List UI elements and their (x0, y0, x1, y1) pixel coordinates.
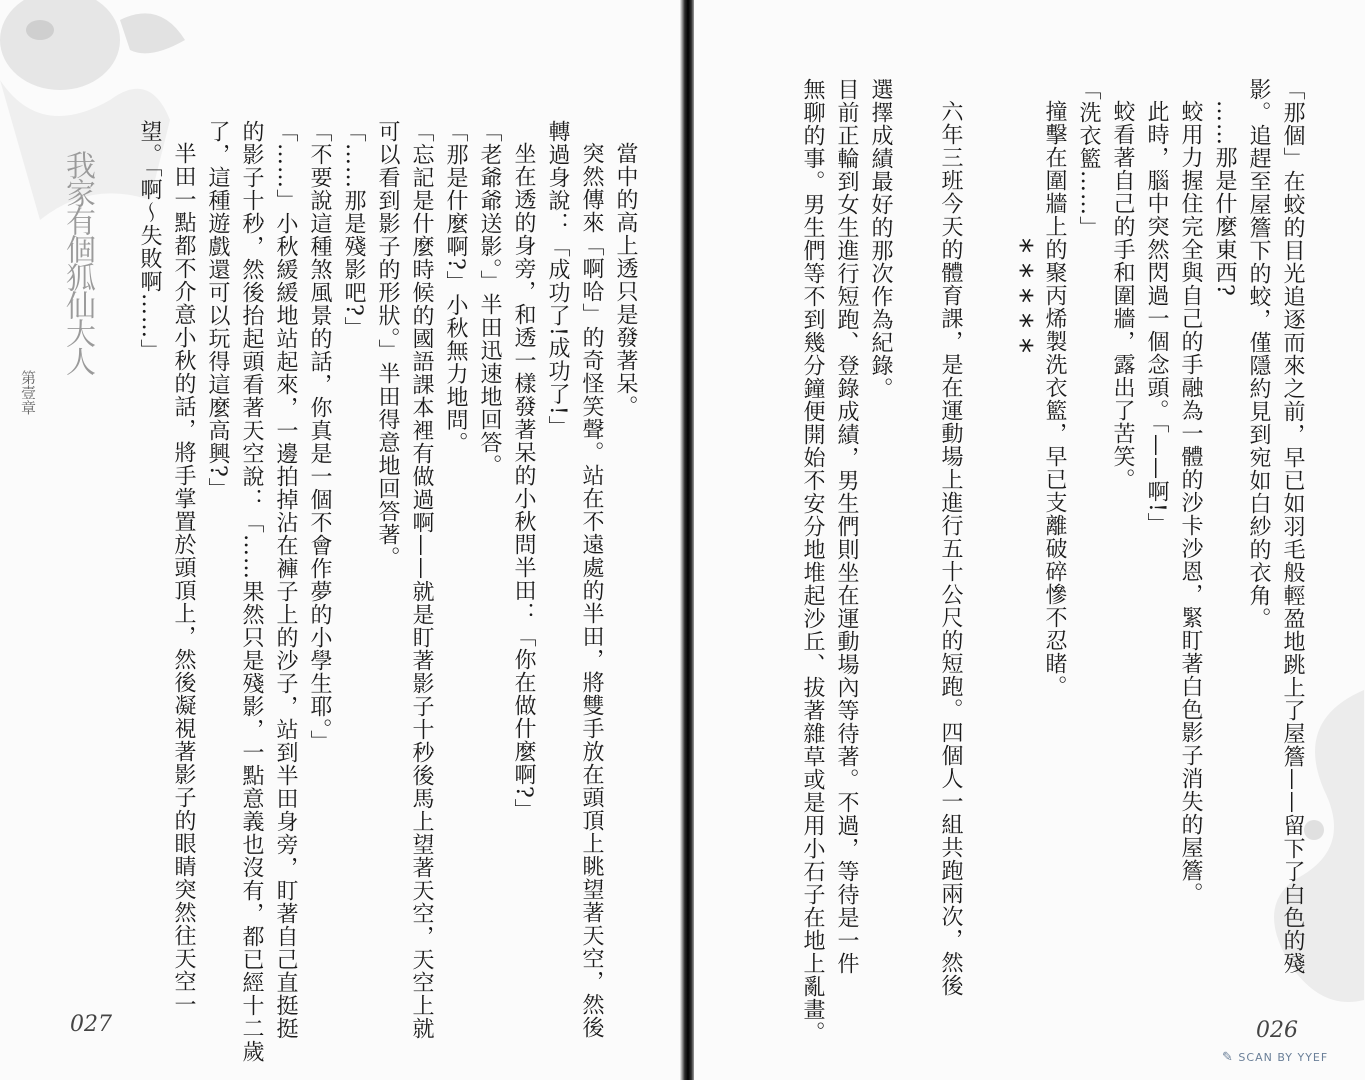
text-column: 轉過身說：「成功了!成功了!」 (545, 120, 570, 439)
text-column: 「……」小秋緩緩地站起來，一邊拍掉沾在褲子上的沙子，站到半田身旁，盯著自己直挺挺 (273, 120, 298, 1040)
page-number: 027 (70, 1012, 112, 1037)
scan-credit-text: SCAN BY YYEF (1238, 1051, 1329, 1064)
text-column: 撞擊在圍牆上的聚丙烯製洗衣籃，早已支離破碎慘不忍睹。 (1042, 100, 1067, 698)
left-page (0, 0, 682, 1080)
section-break: ***** (1003, 238, 1038, 363)
left-page-text (132, 120, 642, 1063)
text-column: 「……那是殘影吧?」 (341, 120, 366, 340)
text-column: 此時，腦中突然閃過一個念頭。「——啊!」 (1144, 100, 1169, 536)
header-logo: 我家有個狐仙大人 (60, 150, 95, 374)
right-page (694, 0, 1365, 1080)
text-column: 蛟用力握住完全與自己的手融為一體的沙卡沙恩，緊盯著白色影子消失的屋簷。 (1178, 100, 1203, 905)
text-column: ……那是什麼東西? (1212, 100, 1237, 297)
text-column: 選擇成績最好的那次作為紀錄。 (868, 78, 893, 400)
text-column: 六年三班今天的體育課，是在運動場上進行五十公尺的短跑。四個人一組共跑兩次，然後 (938, 100, 963, 997)
text-column: 當中的高上透只是發著呆。 (613, 142, 638, 418)
text-column: 「忘記是什麼時候的國語課本裡有做過啊——就是盯著影子十秒後馬上望著天空，天空上就 (409, 120, 434, 1040)
text-column: 「那個」在蛟的目光追逐而來之前，早已如羽毛般輕盈地跳上了屋簷——留下了白色的殘 (1280, 78, 1305, 975)
scan-credit (1222, 1050, 1328, 1065)
text-column: 無聊的事。男生們等不到幾分鐘便開始不安分地堆起沙丘、拔著雜草或是用小石子在地上亂畫。 (800, 78, 825, 1044)
text-column: 的影子十秒，然後抬起頭看著天空說：「……果然只是殘影，一點意義也沒有，都已經十二歲 (239, 120, 264, 1063)
text-column: 半田一點都不介意小秋的話，將手掌置於頭頂上，然後凝視著影子的眼睛突然往天空一 (171, 142, 196, 1016)
chapter-label: 第壹章 (19, 370, 37, 415)
pen-icon: ✎ (1222, 1050, 1234, 1065)
text-column: 了，這種遊戲還可以玩得這麼高興?」 (205, 120, 230, 501)
text-column: 突然傳來「啊哈」的奇怪笑聲。站在不遠處的半田，將雙手放在頭頂上眺望著天空，然後 (579, 142, 604, 1039)
page-number: 026 (1256, 1018, 1298, 1043)
text-column: 目前正輪到女生進行短跑、登錄成績，男生們則坐在運動場內等待著。不過，等待是一件 (834, 78, 859, 975)
text-column: 蛟看著自己的手和圍牆，露出了苦笑。 (1110, 100, 1135, 491)
text-column: 「老爺爺送影。」半田迅速地回答。 (477, 120, 502, 477)
text-column: 影。追趕至屋簷下的蛟，僅隱約見到宛如白紗的衣角。 (1246, 78, 1271, 630)
text-column: 坐在透的身旁，和透一樣發著呆的小秋問半田：「你在做什麼啊?」 (511, 142, 536, 822)
text-column: 望。「啊～失敗啊……」 (137, 120, 162, 362)
text-column: 可以看到影子的形狀。」半田得意地回答著。 (375, 120, 400, 569)
text-column: 「那是什麼啊?」小秋無力地問。 (443, 120, 468, 455)
text-column: 「洗衣籃……」 (1076, 78, 1101, 239)
text-column: 「不要說這種煞風景的話，你真是一個不會作夢的小學生耶。」 (307, 120, 332, 753)
